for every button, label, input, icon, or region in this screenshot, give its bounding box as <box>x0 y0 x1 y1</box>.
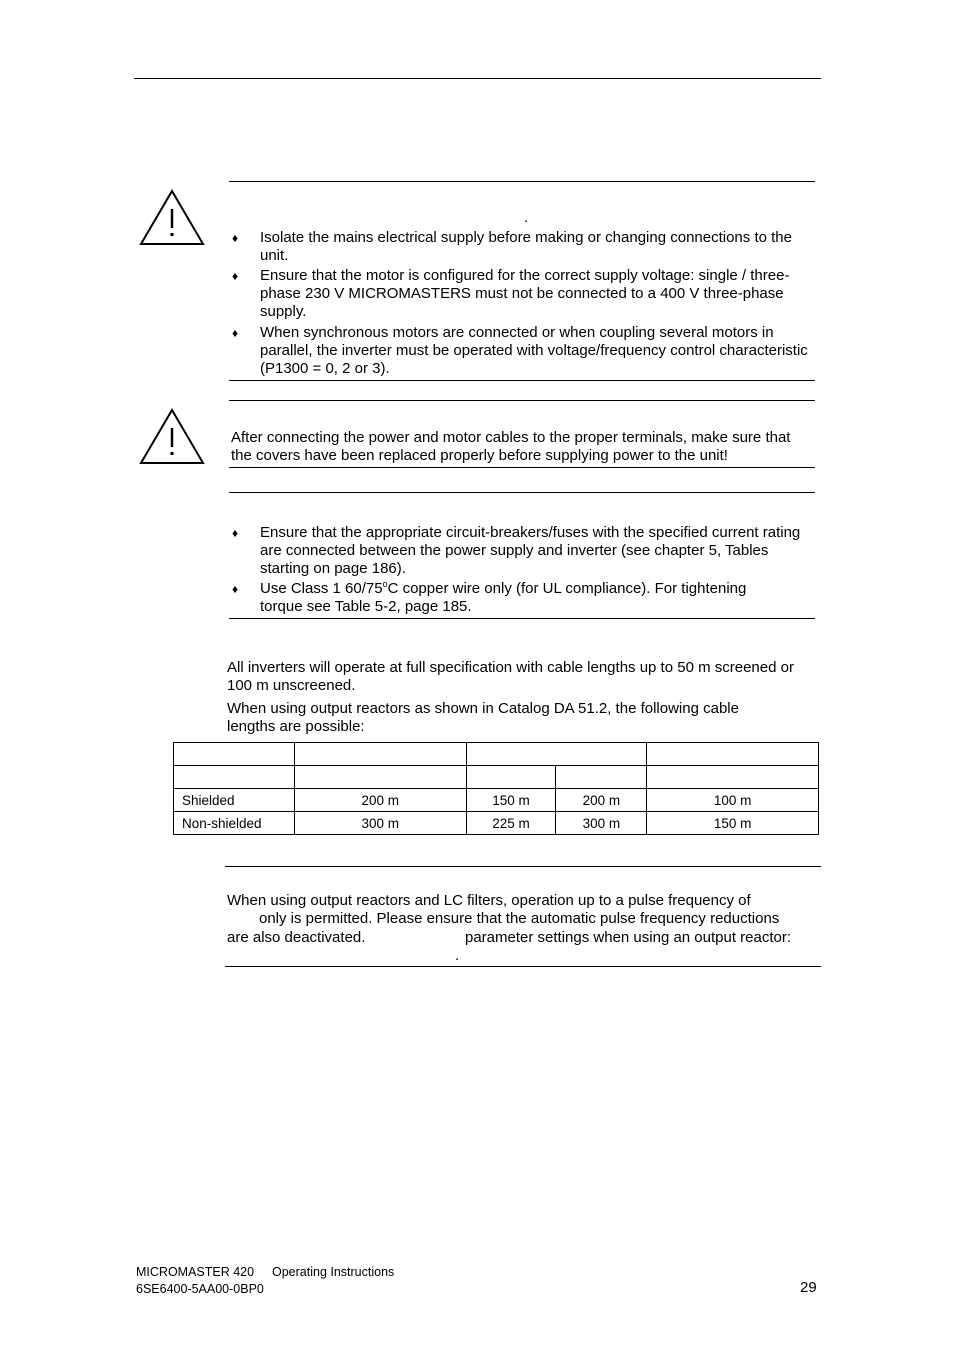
footer-order-number: 6SE6400-5AA00-0BP0 <box>136 1282 264 1296</box>
warning1-bullet-3: When synchronous motors are connected or when coupling several motors in parallel, the inverter must be operated with voltage/frequency control characteristic (P1300 = 0, 2 or 3). <box>260 324 808 377</box>
cable-length-paragraph: All inverters will operate at full specification with cable lengths up to 50 m screened or 100 m unscreened. <box>227 659 794 694</box>
warning1-bullet-1: Isolate the mains electrical supply before making or changing connections to the unit. <box>260 229 792 264</box>
table-cell: 100 m <box>647 789 819 812</box>
caution-top-rule <box>225 866 821 867</box>
footer-product: MICROMASTER 420 <box>136 1265 255 1279</box>
notice-bullet-2-b: C copper wire only (for UL compliance). For tightening torque see Table 5-2, page 185. <box>260 580 747 615</box>
table-cell <box>174 743 295 766</box>
table-row <box>174 789 819 812</box>
table-cell <box>294 743 466 766</box>
table-header-row <box>174 743 819 766</box>
table-row <box>174 812 819 835</box>
notice-bullet-2-a: Use Class 1 60/75 <box>260 580 383 597</box>
table-cell: 200 m <box>294 789 466 812</box>
warning2-bottom-rule <box>229 467 815 468</box>
warning1-bullet-2: Ensure that the motor is configured for the correct supply voltage: single / three-phase 230 V MICROMASTERS must not be connected to a 400 V three-phase supply. <box>260 267 790 320</box>
warning-triangle-icon <box>139 189 205 247</box>
output-reactor-paragraph: When using output reactors as shown in Catalog DA 51.2, the following cable lengths are possible: <box>227 700 739 735</box>
warning2-top-rule <box>229 400 815 401</box>
caution-line-1: When using output reactors and LC filters, operation up to a pulse frequency of <box>227 892 751 909</box>
warning1-top-rule <box>229 181 815 182</box>
table-cell <box>174 766 295 789</box>
table-cell: Shielded <box>174 789 295 812</box>
bullet-diamond-icon: ♦ <box>232 582 239 596</box>
table-cell: 300 m <box>556 812 647 835</box>
warning2-text: After connecting the power and motor cables to the proper terminals, make sure that the covers have been replaced properly before supplying power to the unit! <box>231 429 791 464</box>
table-cell <box>556 766 647 789</box>
table-cell: 200 m <box>556 789 647 812</box>
notice-bottom-rule <box>229 618 815 619</box>
cable-length-table <box>173 742 819 835</box>
table-cell: 300 m <box>294 812 466 835</box>
degree-superscript: o <box>382 579 388 589</box>
warning1-bottom-rule <box>229 380 815 381</box>
bullet-diamond-icon: ♦ <box>232 326 239 340</box>
table-cell <box>466 743 647 766</box>
table-subheader-row <box>174 766 819 789</box>
bullet-diamond-icon: ♦ <box>232 231 239 245</box>
notice-top-rule <box>229 492 815 493</box>
caution-line-4: . <box>455 947 460 964</box>
caution-line-3b: parameter settings when using an output reactor: <box>465 929 792 946</box>
table-cell: 225 m <box>466 812 556 835</box>
notice-bullet-2 <box>260 580 790 616</box>
page-number: 29 <box>800 1279 817 1296</box>
caution-line-3a: are also deactivated. <box>227 929 366 946</box>
table-cell: 150 m <box>647 812 819 835</box>
notice-bullet-1: Ensure that the appropriate circuit-breakers/fuses with the specified current rating are connected between the power supply and inverter (see chapter 5, Tables starting on page 186). <box>260 524 801 577</box>
table-cell <box>647 743 819 766</box>
table-cell <box>466 766 556 789</box>
table-cell <box>294 766 466 789</box>
warning1-dot: . <box>524 209 529 226</box>
table-cell: 150 m <box>466 789 556 812</box>
caution-bottom-rule <box>225 966 821 967</box>
header-rule <box>134 78 821 79</box>
bullet-diamond-icon: ♦ <box>232 269 239 283</box>
table-cell: Non-shielded <box>174 812 295 835</box>
caution-line-2: only is permitted. Please ensure that the automatic pulse frequency reductions <box>259 910 780 927</box>
warning-triangle-icon <box>139 408 205 466</box>
table-cell <box>647 766 819 789</box>
footer-doc-title: Operating Instructions <box>272 1265 395 1279</box>
bullet-diamond-icon: ♦ <box>232 526 239 540</box>
